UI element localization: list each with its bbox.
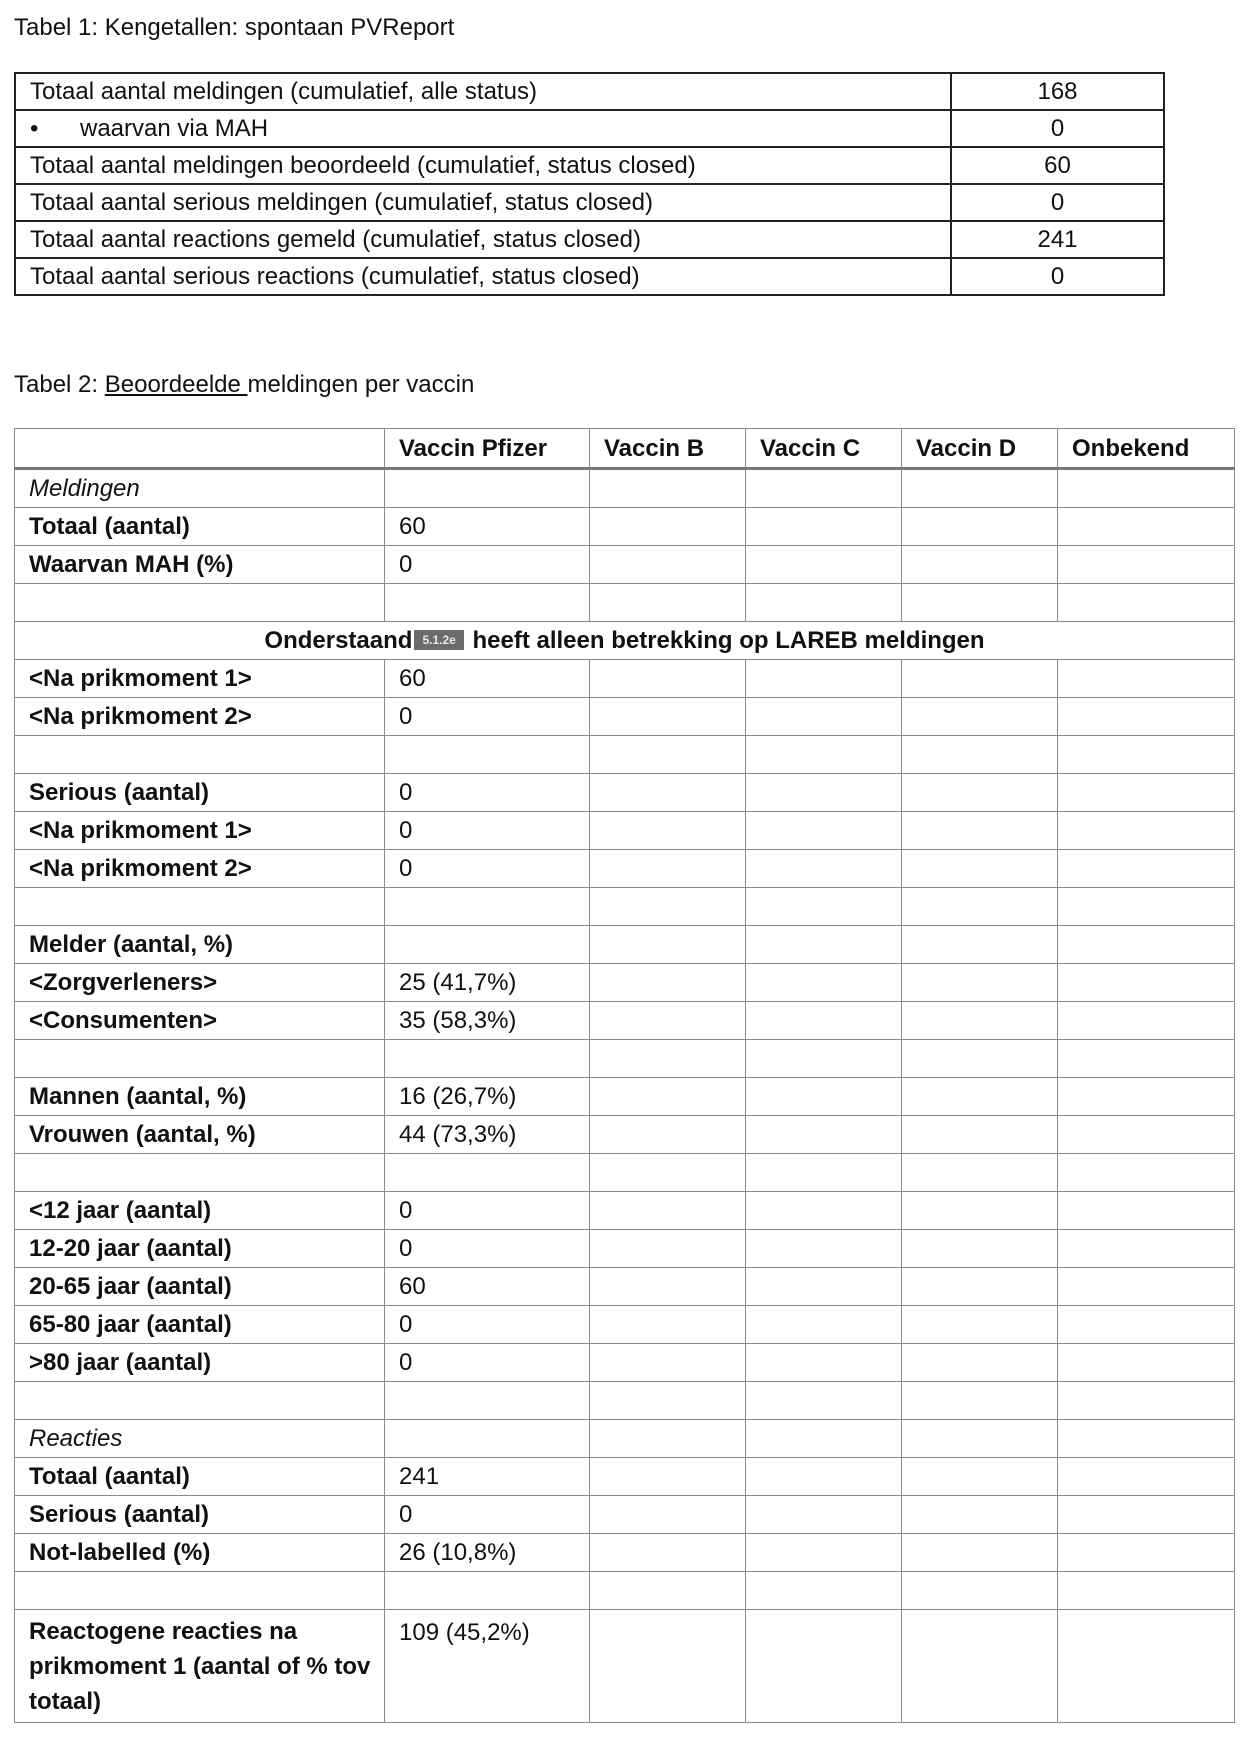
empty-cell <box>590 1610 746 1723</box>
empty-cell <box>1058 850 1235 888</box>
row-label: Not-labelled (%) <box>15 1534 385 1572</box>
empty-cell <box>1058 774 1235 812</box>
empty-cell <box>1058 584 1235 622</box>
table-row <box>15 73 1164 110</box>
empty-cell <box>746 1040 902 1078</box>
empty-cell <box>15 1154 385 1192</box>
row-value: 0 <box>951 110 1164 147</box>
header-vaccin-b: Vaccin B <box>590 429 746 469</box>
empty-cell <box>590 1496 746 1534</box>
row-label: 65-80 jaar (aantal) <box>15 1306 385 1344</box>
empty-cell <box>1058 1078 1235 1116</box>
empty-cell <box>902 1192 1058 1230</box>
row-label: Totaal aantal reactions gemeld (cumulatief, status closed) <box>15 221 951 258</box>
row-label: Totaal aantal meldingen beoordeeld (cumulatief, status closed) <box>15 147 951 184</box>
row-label: Totaal aantal serious meldingen (cumulatief, status closed) <box>15 184 951 221</box>
row-value: 241 <box>951 221 1164 258</box>
table-row <box>15 1610 1235 1723</box>
empty-cell <box>902 1458 1058 1496</box>
pfizer-value: 60 <box>385 1268 590 1306</box>
pfizer-value: 35 (58,3%) <box>385 1002 590 1040</box>
empty-cell <box>1058 926 1235 964</box>
row-label: 20-65 jaar (aantal) <box>15 1268 385 1306</box>
table-row <box>15 812 1235 850</box>
table-row <box>15 1306 1235 1344</box>
empty-cell <box>590 850 746 888</box>
empty-cell <box>902 812 1058 850</box>
empty-cell <box>746 888 902 926</box>
vaccin-table <box>14 428 1235 1723</box>
empty-cell <box>746 1268 902 1306</box>
row-label: Serious (aantal) <box>15 774 385 812</box>
row-value: 168 <box>951 73 1164 110</box>
table-row <box>15 926 1235 964</box>
empty-cell <box>15 1040 385 1078</box>
empty-cell <box>1058 812 1235 850</box>
pfizer-value: 60 <box>385 660 590 698</box>
empty-cell <box>746 1458 902 1496</box>
empty-cell <box>902 1116 1058 1154</box>
table-row <box>15 1496 1235 1534</box>
empty-cell <box>1058 1572 1235 1610</box>
kengetallen-table <box>14 72 1165 296</box>
table-row <box>15 1420 1235 1458</box>
pfizer-value: 0 <box>385 1344 590 1382</box>
empty-cell <box>385 888 590 926</box>
pfizer-value: 0 <box>385 1192 590 1230</box>
empty-cell <box>1058 1230 1235 1268</box>
empty-cell <box>746 1116 902 1154</box>
empty-cell <box>590 1002 746 1040</box>
empty-cell <box>746 964 902 1002</box>
row-label: Totaal aantal meldingen (cumulatief, alle status) <box>15 73 951 110</box>
empty-cell <box>746 1496 902 1534</box>
table-row <box>15 1078 1235 1116</box>
table-row <box>15 660 1235 698</box>
pfizer-value: 241 <box>385 1458 590 1496</box>
empty-cell <box>15 736 385 774</box>
pfizer-value: 0 <box>385 698 590 736</box>
empty-cell <box>1058 508 1235 546</box>
empty-cell <box>1058 1344 1235 1382</box>
redaction-box: 5.1.2e <box>414 630 463 650</box>
empty-cell <box>1058 1496 1235 1534</box>
table-row <box>15 508 1235 546</box>
empty-cell <box>746 1230 902 1268</box>
empty-cell <box>590 469 746 508</box>
header-vaccin-pfizer: Vaccin Pfizer <box>385 429 590 469</box>
header-empty <box>15 429 385 469</box>
pfizer-value: 0 <box>385 812 590 850</box>
empty-cell <box>590 1344 746 1382</box>
table-row <box>15 258 1164 295</box>
empty-cell <box>902 1572 1058 1610</box>
header-onbekend: Onbekend <box>1058 429 1235 469</box>
empty-cell <box>902 774 1058 812</box>
bullet-icon: • <box>30 115 39 142</box>
empty-cell <box>902 1306 1058 1344</box>
empty-cell <box>746 1078 902 1116</box>
empty-cell <box>902 964 1058 1002</box>
empty-cell <box>902 469 1058 508</box>
empty-cell <box>746 1344 902 1382</box>
empty-cell <box>902 1534 1058 1572</box>
row-label: <Na prikmoment 2> <box>15 850 385 888</box>
row-value: 0 <box>951 184 1164 221</box>
row-label: <Consumenten> <box>15 1002 385 1040</box>
empty-cell <box>1058 698 1235 736</box>
empty-cell <box>590 1230 746 1268</box>
empty-cell <box>1058 1268 1235 1306</box>
row-value: 0 <box>951 258 1164 295</box>
table-row <box>15 110 1164 147</box>
empty-cell <box>1058 660 1235 698</box>
empty-cell <box>15 888 385 926</box>
empty-cell <box>590 1268 746 1306</box>
empty-cell <box>902 1344 1058 1382</box>
table-row <box>15 221 1164 258</box>
empty-cell <box>590 698 746 736</box>
empty-cell <box>590 1382 746 1420</box>
empty-cell <box>902 546 1058 584</box>
empty-cell <box>1058 736 1235 774</box>
empty-cell <box>902 1268 1058 1306</box>
empty-cell <box>746 1306 902 1344</box>
blank-row <box>15 1154 1235 1192</box>
pfizer-value: 0 <box>385 1230 590 1268</box>
empty-cell <box>902 1382 1058 1420</box>
empty-cell <box>1058 1382 1235 1420</box>
pfizer-value: 109 (45,2%) <box>385 1610 590 1723</box>
empty-cell <box>1058 546 1235 584</box>
pfizer-value: 16 (26,7%) <box>385 1078 590 1116</box>
row-label: 12-20 jaar (aantal) <box>15 1230 385 1268</box>
row-label: Totaal (aantal) <box>15 1458 385 1496</box>
pfizer-value: 0 <box>385 774 590 812</box>
pfizer-value <box>385 1420 590 1458</box>
pfizer-value: 0 <box>385 1496 590 1534</box>
empty-cell <box>1058 1116 1235 1154</box>
pfizer-value <box>385 926 590 964</box>
row-label: >80 jaar (aantal) <box>15 1344 385 1382</box>
empty-cell <box>902 736 1058 774</box>
empty-cell <box>590 546 746 584</box>
blank-row <box>15 1382 1235 1420</box>
empty-cell <box>590 1458 746 1496</box>
empty-cell <box>385 736 590 774</box>
empty-cell <box>902 1230 1058 1268</box>
row-value: 60 <box>951 147 1164 184</box>
empty-cell <box>385 1572 590 1610</box>
table-row <box>15 546 1235 584</box>
empty-cell <box>902 926 1058 964</box>
empty-cell <box>590 1040 746 1078</box>
empty-cell <box>1058 469 1235 508</box>
row-label: Vrouwen (aantal, %) <box>15 1116 385 1154</box>
empty-cell <box>590 1306 746 1344</box>
row-label: waarvan via MAH <box>80 115 269 142</box>
empty-cell <box>902 1420 1058 1458</box>
empty-cell <box>902 1610 1058 1723</box>
empty-cell <box>1058 1192 1235 1230</box>
empty-cell <box>746 812 902 850</box>
empty-cell <box>746 546 902 584</box>
empty-cell <box>746 736 902 774</box>
row-label: Serious (aantal) <box>15 1496 385 1534</box>
empty-cell <box>385 584 590 622</box>
empty-cell <box>746 1192 902 1230</box>
pfizer-value: 25 (41,7%) <box>385 964 590 1002</box>
empty-cell <box>1058 1154 1235 1192</box>
table-row <box>15 1344 1235 1382</box>
pfizer-value: 44 (73,3%) <box>385 1116 590 1154</box>
empty-cell <box>1058 1002 1235 1040</box>
pfizer-value: 0 <box>385 546 590 584</box>
table2-caption: Tabel 2: Beoordeelde meldingen per vaccin <box>14 371 475 398</box>
table-row <box>15 964 1235 1002</box>
empty-cell <box>590 926 746 964</box>
blank-row <box>15 888 1235 926</box>
row-label: Reacties <box>15 1420 385 1458</box>
table-row <box>15 850 1235 888</box>
empty-cell <box>590 1154 746 1192</box>
header-vaccin-c: Vaccin C <box>746 429 902 469</box>
row-label: Melder (aantal, %) <box>15 926 385 964</box>
empty-cell <box>590 660 746 698</box>
empty-cell <box>746 660 902 698</box>
row-label: Meldingen <box>15 469 385 508</box>
table-row <box>15 1268 1235 1306</box>
empty-cell <box>902 1496 1058 1534</box>
header-vaccin-d: Vaccin D <box>902 429 1058 469</box>
table-row <box>15 1534 1235 1572</box>
row-label: Waarvan MAH (%) <box>15 546 385 584</box>
table-row <box>15 698 1235 736</box>
blank-row <box>15 584 1235 622</box>
table-row <box>15 1458 1235 1496</box>
table-row <box>15 1002 1235 1040</box>
empty-cell <box>902 850 1058 888</box>
empty-cell <box>590 1534 746 1572</box>
lareb-note: Onderstaand 5.1.2e heeft alleen betrekking op LAREB meldingen <box>15 622 1235 660</box>
empty-cell <box>1058 1610 1235 1723</box>
empty-cell <box>902 660 1058 698</box>
empty-cell <box>746 850 902 888</box>
empty-cell <box>902 1078 1058 1116</box>
empty-cell <box>746 1002 902 1040</box>
empty-cell <box>590 1420 746 1458</box>
empty-cell <box>746 1534 902 1572</box>
empty-cell <box>746 1154 902 1192</box>
empty-cell <box>590 964 746 1002</box>
table-row <box>15 147 1164 184</box>
empty-cell <box>15 1382 385 1420</box>
row-label: <Na prikmoment 1> <box>15 660 385 698</box>
empty-cell <box>1058 964 1235 1002</box>
pfizer-value: 0 <box>385 850 590 888</box>
empty-cell <box>746 774 902 812</box>
blank-row <box>15 1572 1235 1610</box>
empty-cell <box>902 508 1058 546</box>
empty-cell <box>1058 1420 1235 1458</box>
empty-cell <box>902 1154 1058 1192</box>
empty-cell <box>1058 1306 1235 1344</box>
empty-cell <box>746 1572 902 1610</box>
empty-cell <box>746 584 902 622</box>
blank-row <box>15 736 1235 774</box>
row-label: Reactogene reacties na prikmoment 1 (aantal of % tov totaal) <box>15 1610 385 1723</box>
pfizer-value: 26 (10,8%) <box>385 1534 590 1572</box>
empty-cell <box>15 584 385 622</box>
empty-cell <box>902 584 1058 622</box>
empty-cell <box>746 698 902 736</box>
empty-cell <box>590 508 746 546</box>
row-label: <Zorgverleners> <box>15 964 385 1002</box>
row-label: Totaal (aantal) <box>15 508 385 546</box>
pfizer-value: 0 <box>385 1306 590 1344</box>
empty-cell <box>1058 1458 1235 1496</box>
table-row <box>15 774 1235 812</box>
empty-cell <box>902 1040 1058 1078</box>
empty-cell <box>746 1610 902 1723</box>
empty-cell <box>590 736 746 774</box>
empty-cell <box>385 1382 590 1420</box>
empty-cell <box>746 1420 902 1458</box>
row-label: Mannen (aantal, %) <box>15 1078 385 1116</box>
table-row <box>15 1230 1235 1268</box>
empty-cell <box>902 698 1058 736</box>
empty-cell <box>902 888 1058 926</box>
empty-cell <box>590 1192 746 1230</box>
row-label: <12 jaar (aantal) <box>15 1192 385 1230</box>
empty-cell <box>1058 888 1235 926</box>
table-row <box>15 1116 1235 1154</box>
empty-cell <box>590 584 746 622</box>
table-row <box>15 469 1235 508</box>
empty-cell <box>746 469 902 508</box>
row-label: Totaal aantal serious reactions (cumulatief, status closed) <box>15 258 951 295</box>
empty-cell <box>590 812 746 850</box>
table-header-row <box>15 429 1235 469</box>
table-row <box>15 184 1164 221</box>
empty-cell <box>590 1572 746 1610</box>
empty-cell <box>590 774 746 812</box>
empty-cell <box>385 1154 590 1192</box>
empty-cell <box>590 1116 746 1154</box>
blank-row <box>15 1040 1235 1078</box>
row-label: <Na prikmoment 1> <box>15 812 385 850</box>
empty-cell <box>590 888 746 926</box>
empty-cell <box>1058 1040 1235 1078</box>
pfizer-value: 60 <box>385 508 590 546</box>
empty-cell <box>746 1382 902 1420</box>
table-row <box>15 1192 1235 1230</box>
empty-cell <box>590 1078 746 1116</box>
empty-cell <box>385 1040 590 1078</box>
pfizer-value <box>385 469 590 508</box>
empty-cell <box>746 926 902 964</box>
empty-cell <box>15 1572 385 1610</box>
empty-cell <box>746 508 902 546</box>
table1-caption: Tabel 1: Kengetallen: spontaan PVReport <box>14 14 455 41</box>
banner-row <box>15 622 1235 660</box>
empty-cell <box>902 1002 1058 1040</box>
row-label: <Na prikmoment 2> <box>15 698 385 736</box>
empty-cell <box>1058 1534 1235 1572</box>
